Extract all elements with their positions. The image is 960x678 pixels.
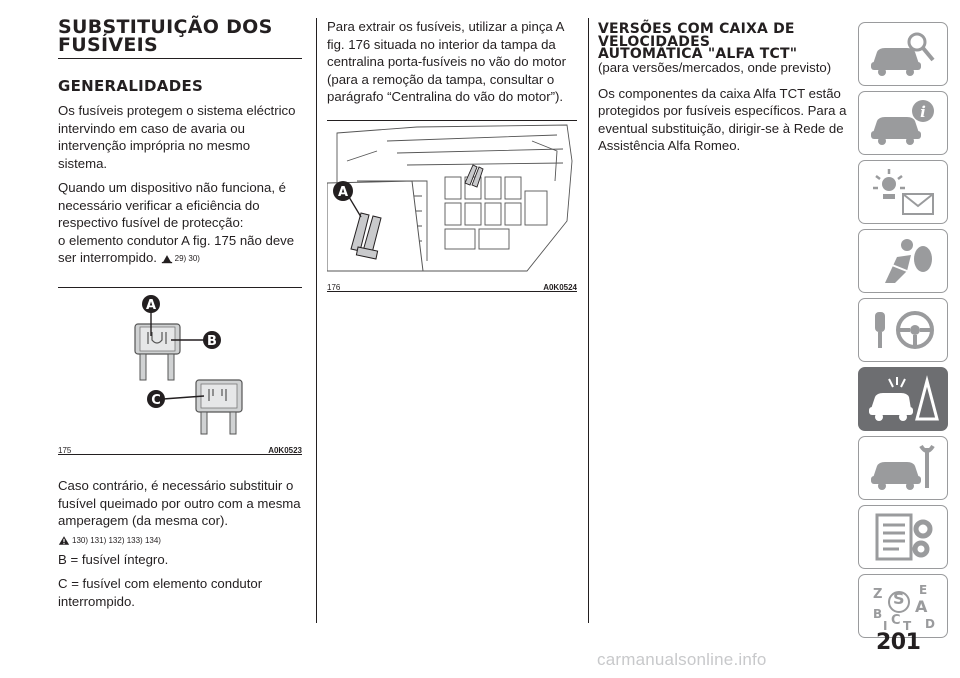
breakdown-warning-triangle-icon	[867, 373, 939, 425]
tab-getting-to-know[interactable]	[858, 22, 948, 86]
tab-index[interactable]	[858, 574, 948, 638]
warning-lights-icon	[867, 166, 939, 218]
svg-text:D: D	[925, 617, 935, 631]
technical-data-icon	[867, 511, 939, 563]
column-3	[598, 23, 848, 162]
figure-caption	[58, 443, 302, 458]
paragraph	[58, 179, 302, 232]
tab-technical-data[interactable]	[858, 505, 948, 569]
page-number: 201	[876, 630, 921, 655]
tab-maintenance[interactable]	[858, 436, 948, 500]
paragraph-text: Quando um dispositivo não funciona, é necessário verificar a eficiência do respectivo fusível de protecção:	[58, 180, 286, 230]
svg-text:B: B	[873, 607, 883, 621]
paragraph	[58, 232, 302, 268]
svg-text:C: C	[891, 613, 901, 628]
section-title: VERSÕES COM CAIXA DE VELOCIDADES AUTOMÁTICA "ALFA TCT"	[598, 21, 798, 62]
key-steering-icon	[867, 304, 939, 356]
fuse-illustration	[58, 288, 302, 438]
figure-number: 176	[327, 282, 341, 292]
section-title: SUBSTITUIÇÃO DOS FUSÍVEIS	[58, 18, 302, 59]
tab-safety[interactable]	[858, 229, 948, 293]
tab-emergency[interactable]	[858, 367, 948, 431]
car-info-icon	[867, 97, 939, 149]
svg-text:T: T	[903, 619, 912, 632]
car-maintenance-icon	[867, 442, 939, 494]
column-1	[58, 18, 302, 617]
tab-starting-driving[interactable]	[858, 298, 948, 362]
paragraph: B = fusível íntegro.	[58, 551, 169, 567]
svg-text:A: A	[915, 597, 928, 616]
warning-triangle-icon	[58, 535, 70, 546]
airbag-seat-icon	[867, 235, 939, 287]
svg-text:i: i	[920, 103, 926, 121]
figure-176	[327, 120, 577, 292]
svg-text:E: E	[919, 583, 928, 597]
callout-c: C	[151, 393, 161, 409]
column-divider	[588, 18, 589, 623]
callout-b: B	[207, 334, 217, 350]
paragraph: Os fusíveis protegem o sistema eléctrico intervindo em caso de avaria ou intervenção imprópria no mesmo sistema.	[58, 103, 296, 171]
svg-text:I: I	[883, 619, 888, 632]
alphabetical-index-icon	[867, 580, 939, 632]
watermark: carmanualsonline.info	[597, 650, 767, 669]
warning-reference[interactable]: 130) 131) 132) 133) 134)	[58, 532, 302, 548]
chapter-tabs	[858, 22, 950, 643]
paragraph: Para extrair os fusíveis, utilizar a pinça A fig. 176 situada no interior da tampa da centralina porta-fusíveis no vão do motor (para a remoção da tampa, consultar o parágrafo “Centralina do vão do motor”).	[327, 19, 566, 104]
tab-warning-lights[interactable]	[858, 160, 948, 224]
fuse-box-illustration	[327, 121, 577, 275]
subsection-title: GENERALIDADES	[58, 77, 204, 95]
paragraph: C = fusível com elemento condutor interrompido.	[58, 576, 263, 609]
svg-text:S: S	[893, 589, 905, 608]
hand-warning-icon	[161, 253, 173, 264]
paragraph: Os componentes da caixa Alfa TCT estão protegidos por fusíveis específicos. Para a eventual substituição, dirigir-se à Rede de Assistência Alfa Romeo.	[598, 85, 847, 153]
column-divider	[316, 18, 317, 623]
column-2	[327, 18, 577, 292]
figure-caption	[327, 280, 577, 295]
warning-reference[interactable]: 29) 30)	[161, 250, 200, 268]
figure-number: 175	[58, 446, 72, 456]
tab-vehicle-info[interactable]	[858, 91, 948, 155]
version-note: (para versões/mercados, onde previsto)	[598, 59, 832, 75]
figure-code: A0K0523	[268, 446, 302, 456]
paragraph-text: o elemento condutor A fig. 175 não deve ser interrompido.	[58, 232, 295, 265]
callout-a: A	[145, 298, 157, 314]
paragraph: Caso contrário, é necessário substituir o fusível queimado por outro com a mesma amperagem (da mesma cor).	[58, 478, 301, 529]
svg-text:Z: Z	[873, 587, 883, 602]
figure-code: A0K0524	[543, 282, 577, 292]
figure-175	[58, 287, 302, 455]
callout-a: A	[337, 184, 349, 200]
car-search-icon	[867, 28, 939, 80]
